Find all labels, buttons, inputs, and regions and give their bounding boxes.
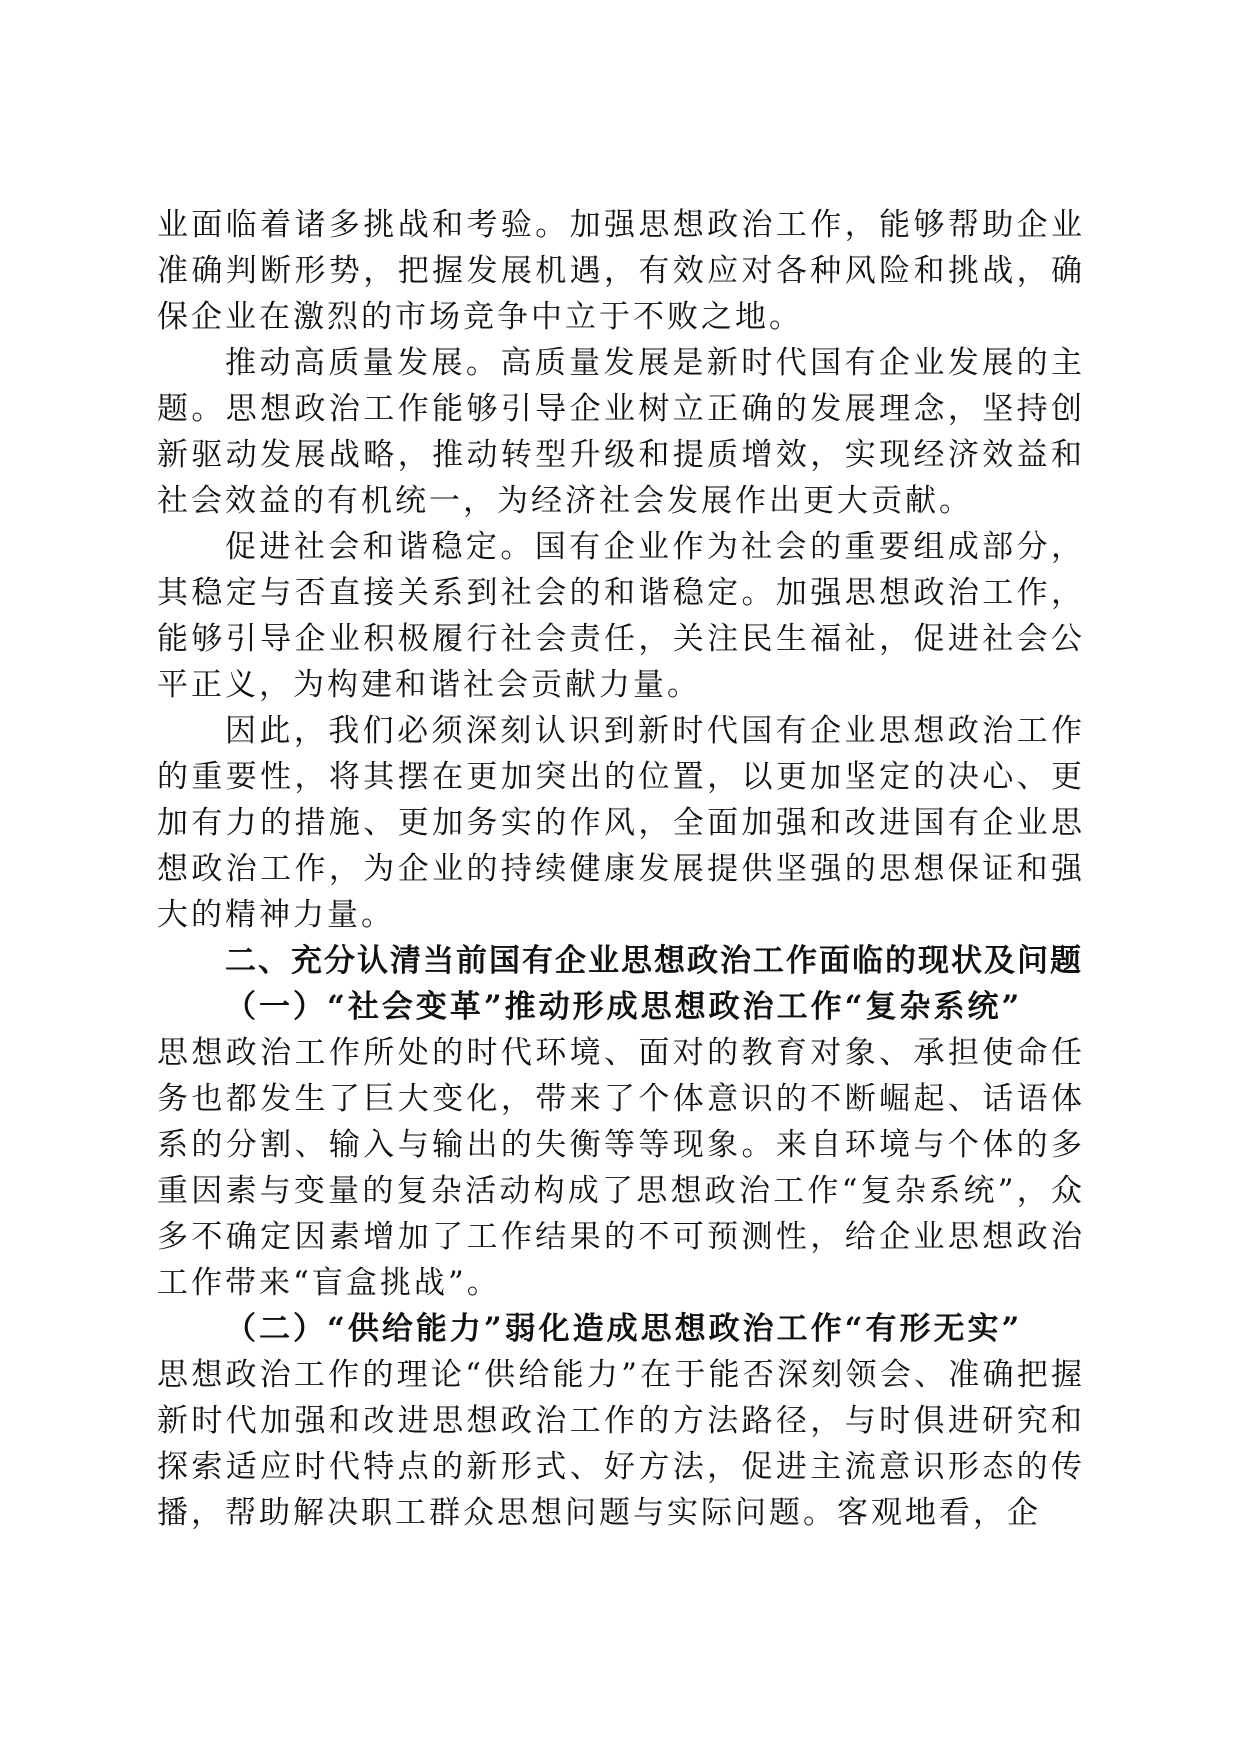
subsection-1 xyxy=(157,984,1085,1306)
paragraph-high-quality-development: 推动高质量发展。高质量发展是新时代国有企业发展的主题。思想政治工作能够引导企业树立正确的发展理念，坚持创新驱动发展战略，推动转型升级和提质增效，实现经济效益和社会效益的有机统一，为经济社会发展作出更大贡献。 xyxy=(157,345,1085,519)
subsection-2-body: 思想政治工作的理论“供给能力”在于能否深刻领会、准确把握新时代加强和改进思想政治工作的方法路径，与时俱进研究和探索适应时代特点的新形式、好方法，促进主流意识形态的传播，帮助解决职工群众思想问题与实际问题。客观地看，企 xyxy=(157,1357,1085,1531)
subsection-1-title: （一）“社会变革”推动形成思想政治工作“复杂系统” xyxy=(225,989,1023,1025)
subsection-2-title: （二）“供给能力”弱化造成思想政治工作“有形无实” xyxy=(225,1311,1023,1347)
paragraph-continuation: 业面临着诸多挑战和考验。加强思想政治工作，能够帮助企业准确判断形势，把握发展机遇，有效应对各种风险和挑战，确保企业在激烈的市场竞争中立于不败之地。 xyxy=(157,207,1085,335)
document-body xyxy=(157,202,1085,1536)
section-heading: 二、充分认清当前国有企业思想政治工作面临的现状及问题 xyxy=(225,943,1083,979)
subsection-1-body: 思想政治工作所处的时代环境、面对的教育对象、承担使命任务也都发生了巨大变化，带来了个体意识的不断崛起、话语体系的分割、输入与输出的失衡等等现象。来自环境与个体的多重因素与变量的复杂活动构成了思想政治工作“复杂系统”，众多不确定因素增加了工作结果的不可预测性，给企业思想政治工作带来“盲盒挑战”。 xyxy=(157,1035,1085,1301)
paragraph-conclusion: 因此，我们必须深刻认识到新时代国有企业思想政治工作的重要性，将其摆在更加突出的位置，以更加坚定的决心、更加有力的措施、更加务实的作风，全面加强和改进国有企业思想政治工作，为企业的持续健康发展提供坚强的思想保证和强大的精神力量。 xyxy=(157,713,1085,933)
paragraph-social-harmony: 促进社会和谐稳定。国有企业作为社会的重要组成部分，其稳定与否直接关系到社会的和谐稳定。加强思想政治工作，能够引导企业积极履行社会责任，关注民生福祉，促进社会公平正义，为构建和谐社会贡献力量。 xyxy=(157,529,1085,703)
subsection-2 xyxy=(157,1306,1085,1536)
